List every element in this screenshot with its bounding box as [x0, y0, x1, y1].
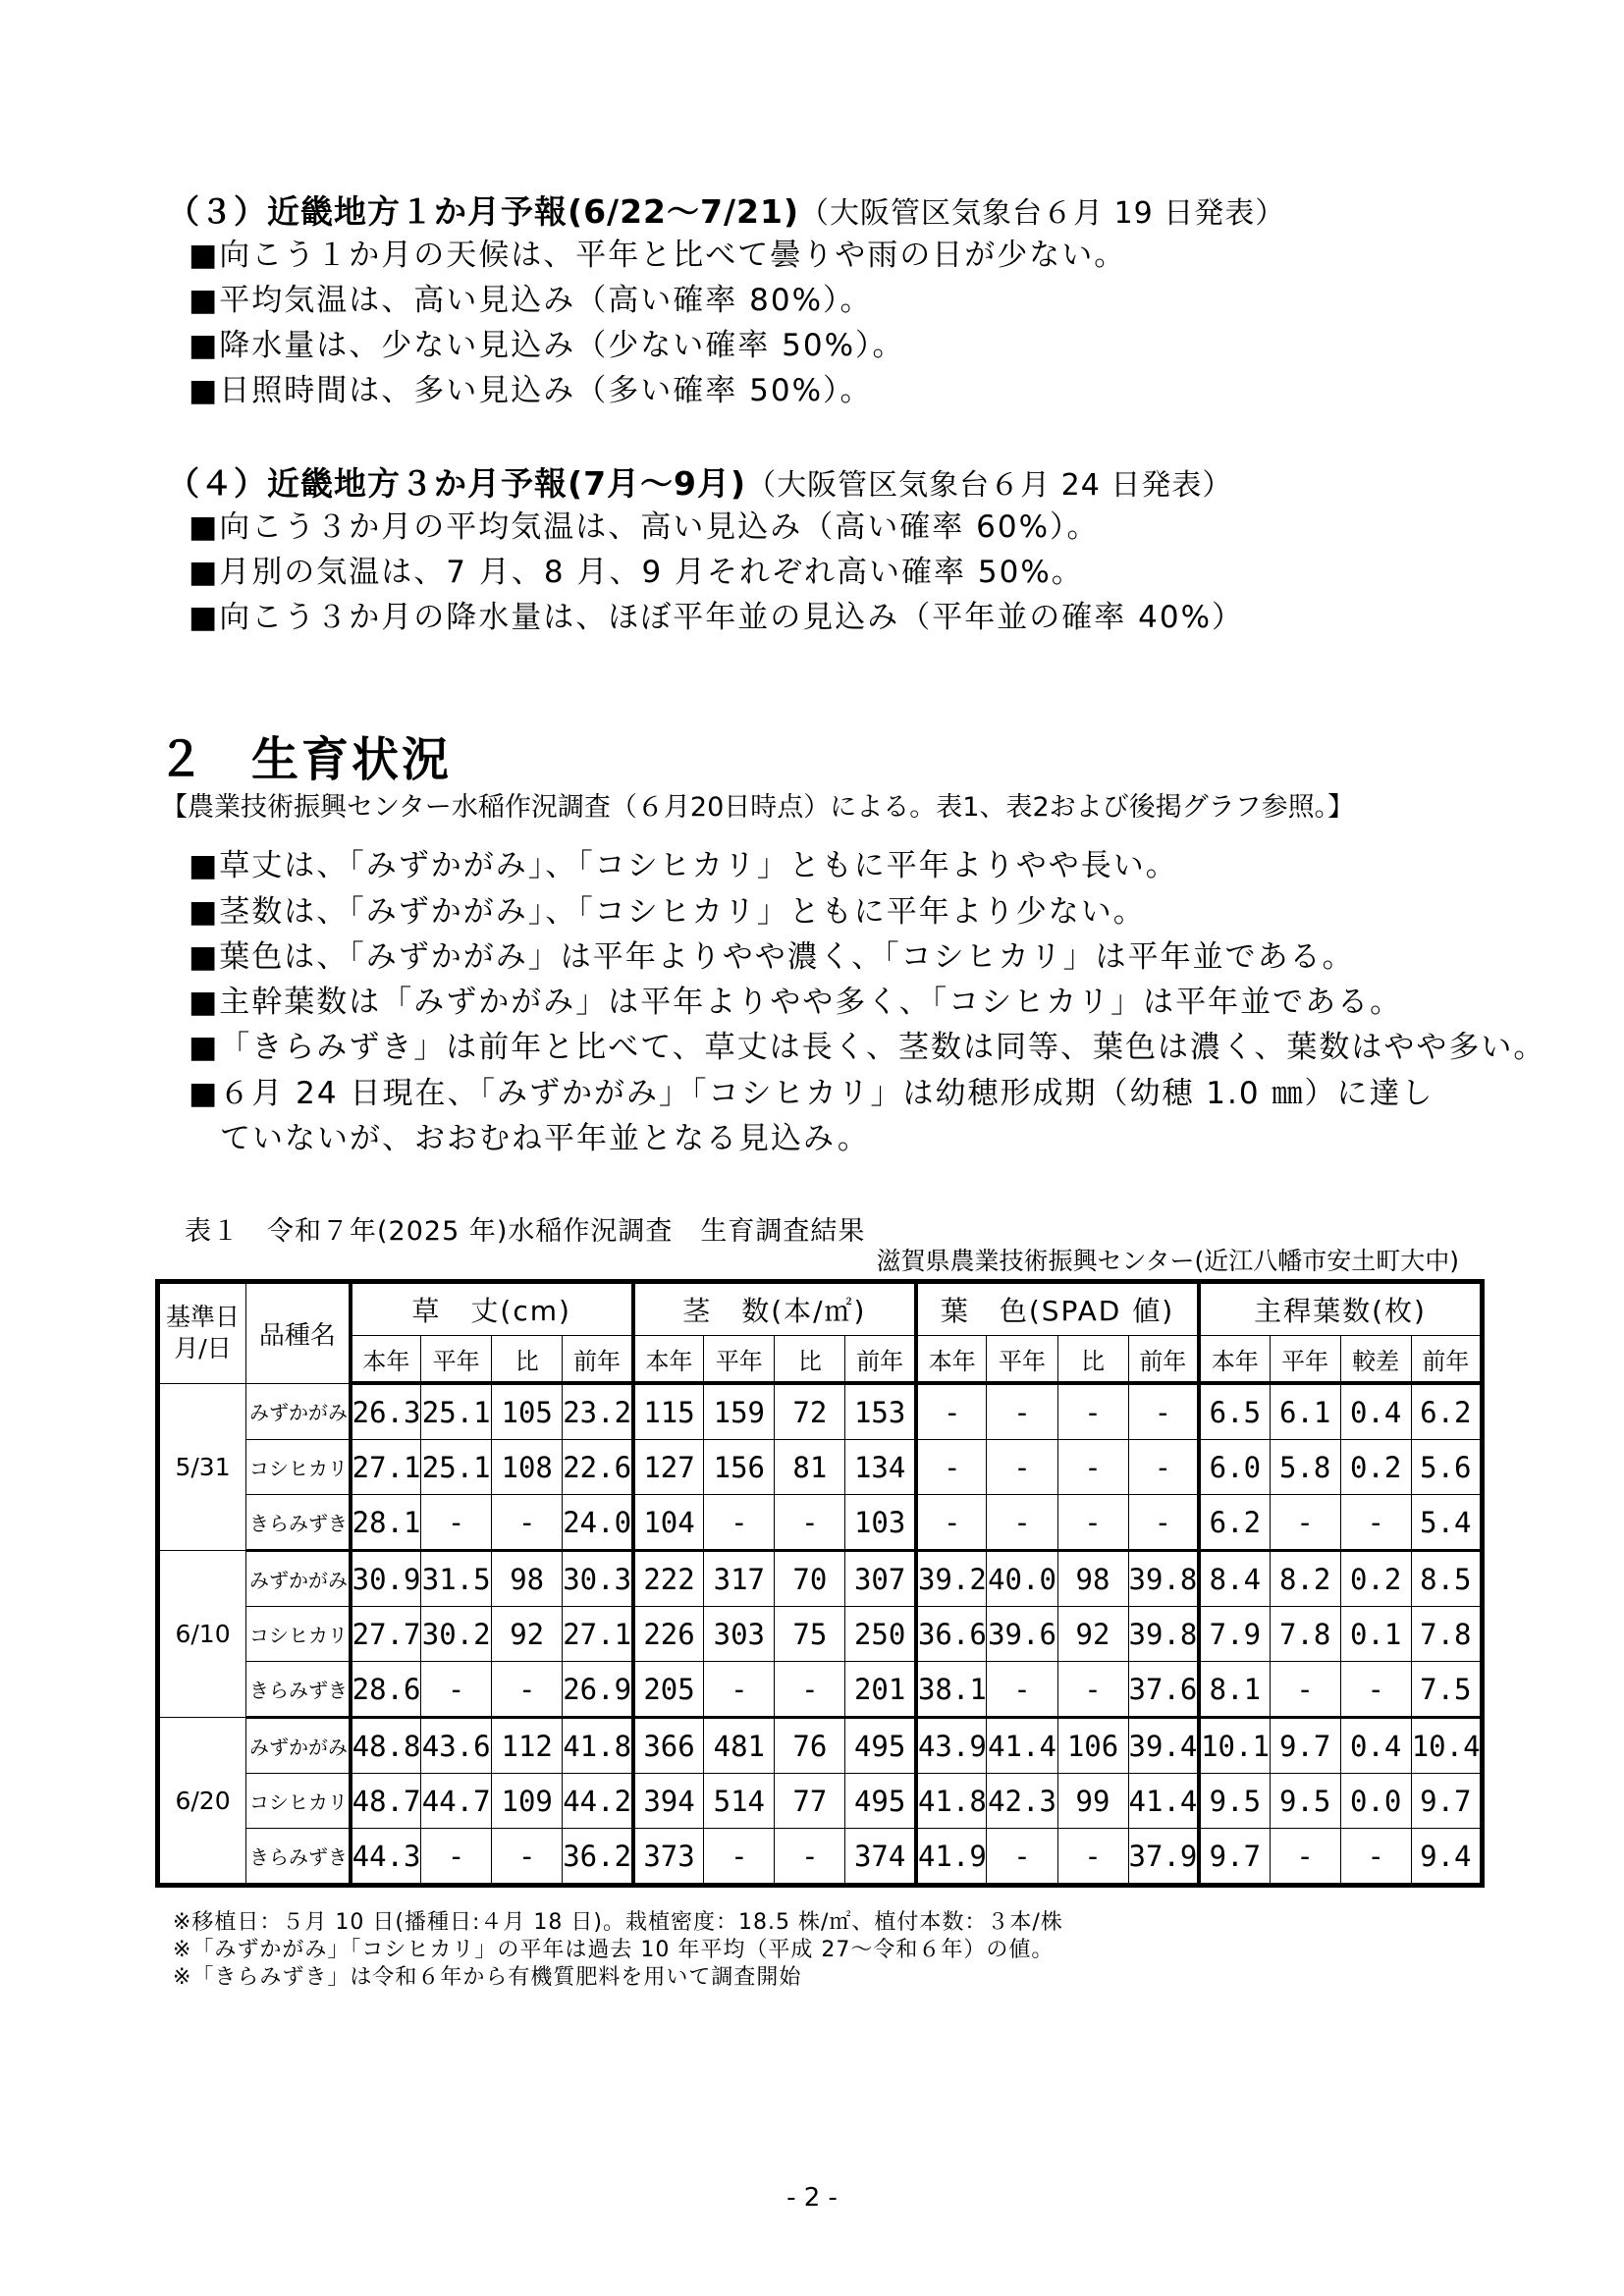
- subheader-cell: 平年: [704, 1336, 775, 1384]
- value-cell: -: [1340, 1829, 1411, 1886]
- value-cell: -: [1057, 1383, 1128, 1440]
- value-cell: 30.9: [351, 1551, 421, 1607]
- value-cell: -: [916, 1495, 987, 1551]
- value-cell: -: [987, 1662, 1057, 1718]
- value-cell: -: [492, 1662, 563, 1718]
- value-cell: 30.2: [421, 1607, 492, 1662]
- value-cell: 366: [633, 1718, 704, 1774]
- header-leaf-number: 主稈葉数(枚): [1199, 1282, 1482, 1336]
- survey-date: 5/31: [158, 1383, 246, 1551]
- value-cell: -: [1340, 1662, 1411, 1718]
- value-cell: -: [987, 1495, 1057, 1551]
- forecast-3month-heading: [167, 458, 1522, 505]
- value-cell: 25.1: [421, 1383, 492, 1440]
- header-plant-height: 草 丈(cm): [351, 1282, 633, 1336]
- table-footnote: ※移植日：５月 10 日(播種日:４月 18 日)。栽植密度：18.5 株/㎡、植付本数：３本/株: [173, 1910, 1063, 1935]
- value-cell: 9.4: [1411, 1829, 1482, 1886]
- value-cell: 72: [775, 1383, 845, 1440]
- growth-survey-table: [155, 1279, 1485, 1888]
- value-cell: 495: [845, 1718, 916, 1774]
- value-cell: 75: [775, 1607, 845, 1662]
- forecast-line: ■降水量は、少ない見込み（少ない確率 50%）。: [189, 328, 905, 363]
- value-cell: 481: [704, 1718, 775, 1774]
- forecast-line: ■平均気温は、高い見込み（高い確率 80%）。: [189, 283, 873, 318]
- value-cell: -: [704, 1495, 775, 1551]
- value-cell: -: [916, 1383, 987, 1440]
- forecast-3month-note: （大阪管区気象台６月 24 日発表）: [746, 468, 1233, 503]
- value-cell: -: [421, 1829, 492, 1886]
- header-date: [158, 1282, 246, 1384]
- value-cell: 99: [1057, 1774, 1128, 1829]
- value-cell: 92: [1057, 1607, 1128, 1662]
- value-cell: 30.3: [563, 1551, 633, 1607]
- value-cell: -: [1057, 1829, 1128, 1886]
- value-cell: 115: [633, 1383, 704, 1440]
- survey-date: 6/20: [158, 1718, 246, 1886]
- table-row: [158, 1495, 1483, 1551]
- value-cell: 9.5: [1199, 1774, 1270, 1829]
- value-cell: -: [987, 1829, 1057, 1886]
- value-cell: 5.4: [1411, 1495, 1482, 1551]
- value-cell: 37.6: [1128, 1662, 1199, 1718]
- value-cell: 9.7: [1411, 1774, 1482, 1829]
- value-cell: -: [1340, 1495, 1411, 1551]
- growth-bullet: ■茎数は、「みずかがみ」、「コシヒカリ」ともに平年より少ない。: [189, 894, 1146, 930]
- value-cell: 5.8: [1270, 1440, 1340, 1495]
- value-cell: 48.8: [351, 1718, 421, 1774]
- value-cell: -: [1270, 1829, 1340, 1886]
- value-cell: 38.1: [916, 1662, 987, 1718]
- value-cell: 70: [775, 1551, 845, 1607]
- value-cell: -: [775, 1662, 845, 1718]
- value-cell: 43.9: [916, 1718, 987, 1774]
- variety-name: きらみずき: [246, 1495, 351, 1551]
- value-cell: 374: [845, 1829, 916, 1886]
- growth-bullet: ■主幹葉数は「みずかがみ」は平年よりやや多く、「コシヒカリ」は平年並である。: [189, 985, 1403, 1020]
- growth-bullet-continued: ていないが、おおむね平年並となる見込み。: [220, 1121, 870, 1156]
- value-cell: 37.9: [1128, 1829, 1199, 1886]
- forecast-line: ■日照時間は、多い見込み（多い確率 50%）。: [189, 373, 873, 408]
- forecast-1month: [167, 187, 1522, 413]
- subheader-cell: 前年: [1128, 1336, 1199, 1384]
- value-cell: 6.2: [1411, 1383, 1482, 1440]
- value-cell: 222: [633, 1551, 704, 1607]
- value-cell: 6.1: [1270, 1383, 1340, 1440]
- value-cell: 76: [775, 1718, 845, 1774]
- value-cell: 41.4: [987, 1718, 1057, 1774]
- table-row: [158, 1662, 1483, 1718]
- table-organization: 滋賀県農業技術振興センター(近江八幡市安土町大中): [876, 1247, 1459, 1275]
- value-cell: -: [492, 1829, 563, 1886]
- value-cell: 92: [492, 1607, 563, 1662]
- subheader-cell: 前年: [563, 1336, 633, 1384]
- value-cell: 514: [704, 1774, 775, 1829]
- subheader-cell: 比: [775, 1336, 845, 1384]
- value-cell: 81: [775, 1440, 845, 1495]
- value-cell: 7.5: [1411, 1662, 1482, 1718]
- subheader-cell: 本年: [1199, 1336, 1270, 1384]
- subheader-cell: 較差: [1340, 1336, 1411, 1384]
- survey-date: 6/10: [158, 1551, 246, 1718]
- value-cell: 134: [845, 1440, 916, 1495]
- page-number: - 2 -: [786, 2183, 838, 2213]
- value-cell: 44.3: [351, 1829, 421, 1886]
- table-row: [158, 1383, 1483, 1440]
- value-cell: -: [1270, 1495, 1340, 1551]
- value-cell: -: [916, 1440, 987, 1495]
- section-heading: [157, 721, 452, 789]
- growth-bullet: ■６月 24 日現在、「みずかがみ」「コシヒカリ」は幼穂形成期（幼穂 1.0 ㎜）に達し: [189, 1076, 1435, 1111]
- growth-bullet: ■草丈は、「みずかがみ」、「コシヒカリ」ともに平年よりやや長い。: [189, 848, 1178, 883]
- table-row: [158, 1829, 1483, 1886]
- subheader-cell: 本年: [633, 1336, 704, 1384]
- value-cell: 0.2: [1340, 1551, 1411, 1607]
- value-cell: 226: [633, 1607, 704, 1662]
- header-date-line1: 基準日: [166, 1303, 241, 1332]
- value-cell: -: [421, 1662, 492, 1718]
- table-caption: 表１ 令和７年(2025 年)水稲作況調査 生育調査結果: [185, 1216, 866, 1247]
- value-cell: 105: [492, 1383, 563, 1440]
- value-cell: 6.5: [1199, 1383, 1270, 1440]
- variety-name: きらみずき: [246, 1662, 351, 1718]
- value-cell: -: [987, 1383, 1057, 1440]
- section-number: ２: [157, 732, 208, 787]
- value-cell: -: [704, 1662, 775, 1718]
- value-cell: -: [1128, 1495, 1199, 1551]
- value-cell: 10.1: [1199, 1718, 1270, 1774]
- table-row: [158, 1440, 1483, 1495]
- value-cell: -: [987, 1440, 1057, 1495]
- table-row: [158, 1774, 1483, 1829]
- value-cell: -: [775, 1495, 845, 1551]
- value-cell: 9.5: [1270, 1774, 1340, 1829]
- value-cell: 7.9: [1199, 1607, 1270, 1662]
- value-cell: 205: [633, 1662, 704, 1718]
- value-cell: 7.8: [1270, 1607, 1340, 1662]
- value-cell: 27.7: [351, 1607, 421, 1662]
- value-cell: 8.5: [1411, 1551, 1482, 1607]
- value-cell: 26.3: [351, 1383, 421, 1440]
- table-footnote: ※「きらみずき」は令和６年から有機質肥料を用いて調査開始: [173, 1965, 802, 1990]
- value-cell: 25.1: [421, 1440, 492, 1495]
- value-cell: 495: [845, 1774, 916, 1829]
- value-cell: 36.2: [563, 1829, 633, 1886]
- forecast-3month: [167, 458, 1522, 640]
- value-cell: 7.8: [1411, 1607, 1482, 1662]
- value-cell: -: [1128, 1440, 1199, 1495]
- table-row: [158, 1607, 1483, 1662]
- value-cell: -: [1057, 1495, 1128, 1551]
- subheader-cell: 本年: [351, 1336, 421, 1384]
- table-row: [158, 1551, 1483, 1607]
- value-cell: 0.4: [1340, 1383, 1411, 1440]
- subheader-cell: 本年: [916, 1336, 987, 1384]
- forecast-line: ■向こう３か月の降水量は、ほぼ平年並の見込み（平年並の確率 40%）: [189, 600, 1245, 635]
- value-cell: 104: [633, 1495, 704, 1551]
- value-cell: 39.8: [1128, 1551, 1199, 1607]
- table-footnote: ※「みずかがみ」「コシヒカリ」の平年は過去 10 年平均（平成 27～令和６年）の値。: [173, 1938, 1055, 1962]
- variety-name: コシヒカリ: [246, 1774, 351, 1829]
- value-cell: 5.6: [1411, 1440, 1482, 1495]
- forecast-1month-note: （大阪管区気象台６月 19 日発表）: [799, 196, 1286, 231]
- section-source-note: 【農業技術振興センター水稲作況調査（６月20日時点）による。表1、表2および後掲グラフ参照。】: [161, 792, 1355, 823]
- forecast-line: ■向こう３か月の平均気温は、高い見込み（高い確率 60%）。: [189, 509, 1100, 545]
- value-cell: 22.6: [563, 1440, 633, 1495]
- value-cell: 373: [633, 1829, 704, 1886]
- variety-name: コシヒカリ: [246, 1440, 351, 1495]
- header-variety: 品種名: [246, 1282, 351, 1384]
- subheader-cell: 前年: [1411, 1336, 1482, 1384]
- forecast-1month-title: （３）近畿地方１か月予報(6/22～7/21): [167, 192, 800, 231]
- forecast-3month-title: （４）近畿地方３か月予報(7月～9月): [167, 464, 747, 503]
- value-cell: 10.4: [1411, 1718, 1482, 1774]
- value-cell: 307: [845, 1551, 916, 1607]
- value-cell: 6.0: [1199, 1440, 1270, 1495]
- value-cell: 6.2: [1199, 1495, 1270, 1551]
- value-cell: 28.6: [351, 1662, 421, 1718]
- value-cell: 159: [704, 1383, 775, 1440]
- value-cell: 109: [492, 1774, 563, 1829]
- value-cell: 8.2: [1270, 1551, 1340, 1607]
- value-cell: 8.4: [1199, 1551, 1270, 1607]
- table-row: [158, 1718, 1483, 1774]
- value-cell: 40.0: [987, 1551, 1057, 1607]
- subheader-cell: 平年: [1270, 1336, 1340, 1384]
- value-cell: 0.4: [1340, 1718, 1411, 1774]
- value-cell: 44.2: [563, 1774, 633, 1829]
- header-stem-count: 茎 数(本/㎡): [633, 1282, 916, 1336]
- variety-name: コシヒカリ: [246, 1607, 351, 1662]
- value-cell: 39.6: [987, 1607, 1057, 1662]
- subheader-cell: 比: [1057, 1336, 1128, 1384]
- value-cell: 41.9: [916, 1829, 987, 1886]
- value-cell: 48.7: [351, 1774, 421, 1829]
- value-cell: 127: [633, 1440, 704, 1495]
- value-cell: -: [704, 1829, 775, 1886]
- subheader-cell: 平年: [421, 1336, 492, 1384]
- value-cell: -: [1057, 1662, 1128, 1718]
- value-cell: 41.4: [1128, 1774, 1199, 1829]
- value-cell: -: [775, 1829, 845, 1886]
- header-date-line2: 月/日: [174, 1334, 232, 1363]
- forecast-1month-heading: [167, 187, 1522, 233]
- value-cell: -: [1128, 1383, 1199, 1440]
- section-title: 生育状況: [251, 732, 453, 787]
- value-cell: 9.7: [1270, 1718, 1340, 1774]
- value-cell: 153: [845, 1383, 916, 1440]
- growth-bullet: ■「きらみずき」は前年と比べて、草丈は長く、茎数は同等、葉色は濃く、葉数はやや多い。: [189, 1030, 1546, 1065]
- value-cell: 112: [492, 1718, 563, 1774]
- value-cell: 27.1: [351, 1440, 421, 1495]
- variety-name: みずかがみ: [246, 1383, 351, 1440]
- forecast-line: ■向こう１か月の天候は、平年と比べて曇りや雨の日が少ない。: [189, 238, 1127, 273]
- value-cell: 106: [1057, 1718, 1128, 1774]
- value-cell: 26.9: [563, 1662, 633, 1718]
- value-cell: -: [1057, 1440, 1128, 1495]
- value-cell: 44.7: [421, 1774, 492, 1829]
- value-cell: 103: [845, 1495, 916, 1551]
- variety-name: きらみずき: [246, 1829, 351, 1886]
- value-cell: -: [421, 1495, 492, 1551]
- value-cell: 28.1: [351, 1495, 421, 1551]
- value-cell: 156: [704, 1440, 775, 1495]
- value-cell: 108: [492, 1440, 563, 1495]
- value-cell: -: [1270, 1662, 1340, 1718]
- value-cell: 8.1: [1199, 1662, 1270, 1718]
- value-cell: 317: [704, 1551, 775, 1607]
- value-cell: 39.2: [916, 1551, 987, 1607]
- value-cell: 9.7: [1199, 1829, 1270, 1886]
- forecast-line: ■月別の気温は、7 月、8 月、9 月それぞれ高い確率 50%。: [189, 555, 1084, 590]
- value-cell: 0.0: [1340, 1774, 1411, 1829]
- value-cell: 98: [1057, 1551, 1128, 1607]
- value-cell: 250: [845, 1607, 916, 1662]
- subheader-cell: 平年: [987, 1336, 1057, 1384]
- value-cell: 39.4: [1128, 1718, 1199, 1774]
- value-cell: 43.6: [421, 1718, 492, 1774]
- value-cell: 31.5: [421, 1551, 492, 1607]
- value-cell: -: [492, 1495, 563, 1551]
- header-leaf-color: 葉 色(SPAD 値): [916, 1282, 1199, 1336]
- variety-name: みずかがみ: [246, 1551, 351, 1607]
- subheader-cell: 比: [492, 1336, 563, 1384]
- growth-bullet: ■葉色は、「みずかがみ」は平年よりやや濃く、「コシヒカリ」は平年並である。: [189, 939, 1355, 975]
- value-cell: 0.2: [1340, 1440, 1411, 1495]
- value-cell: 303: [704, 1607, 775, 1662]
- value-cell: 36.6: [916, 1607, 987, 1662]
- value-cell: 41.8: [916, 1774, 987, 1829]
- value-cell: 0.1: [1340, 1607, 1411, 1662]
- value-cell: 27.1: [563, 1607, 633, 1662]
- subheader-cell: 前年: [845, 1336, 916, 1384]
- value-cell: 41.8: [563, 1718, 633, 1774]
- value-cell: 98: [492, 1551, 563, 1607]
- variety-name: みずかがみ: [246, 1718, 351, 1774]
- value-cell: 24.0: [563, 1495, 633, 1551]
- value-cell: 201: [845, 1662, 916, 1718]
- value-cell: 39.8: [1128, 1607, 1199, 1662]
- value-cell: 394: [633, 1774, 704, 1829]
- value-cell: 23.2: [563, 1383, 633, 1440]
- value-cell: 77: [775, 1774, 845, 1829]
- value-cell: 42.3: [987, 1774, 1057, 1829]
